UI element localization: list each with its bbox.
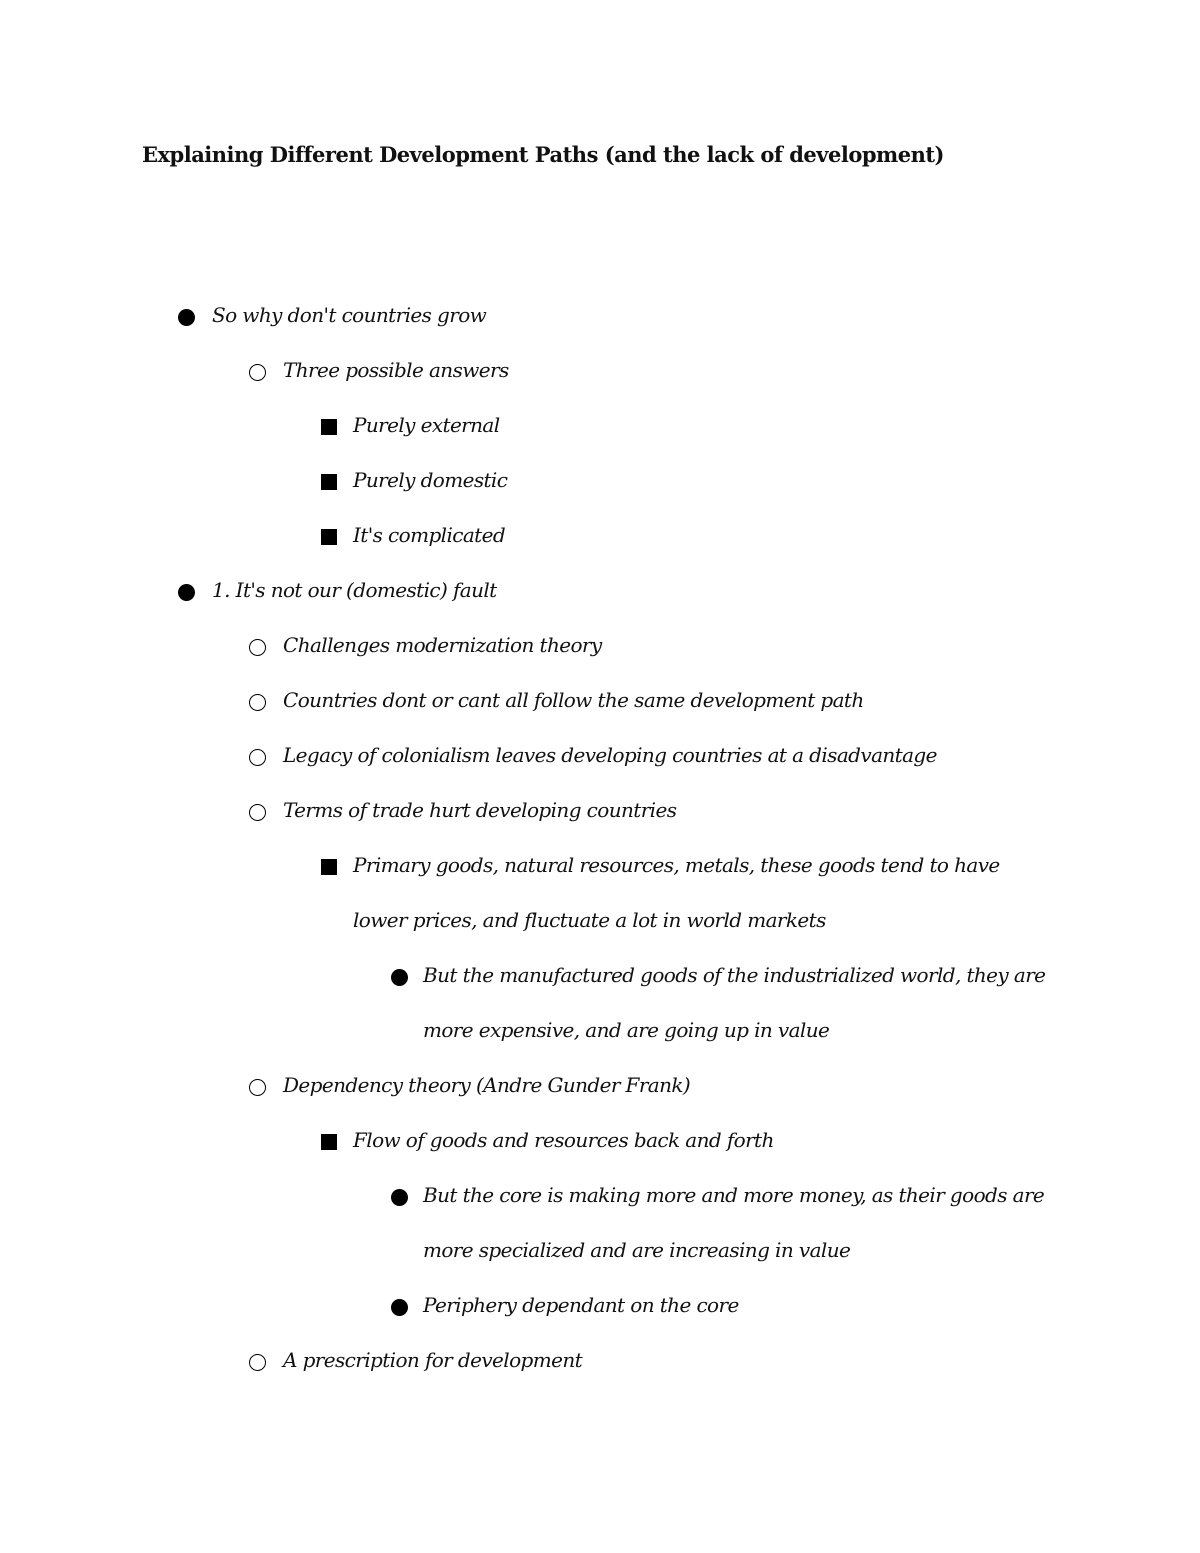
list-item-text: Primary goods, natural resources, metals, these goods tend to have: [353, 853, 1000, 877]
list-item: [283, 343, 509, 398]
list-item-text: lower prices, and fluctuate a lot in world markets: [353, 908, 826, 932]
list-item: [212, 563, 497, 618]
list-item-text: Purely external: [353, 413, 500, 437]
hollow-circle-bullet-icon: [249, 694, 266, 711]
filled-circle-bullet-icon: [391, 969, 408, 986]
filled-circle-bullet-icon: [178, 584, 195, 601]
hollow-circle-bullet-icon: [249, 804, 266, 821]
list-item-text: Purely domestic: [353, 468, 508, 492]
filled-square-bullet-icon: [321, 529, 337, 545]
document-title: Explaining Different Development Paths (and the lack of development): [142, 142, 944, 167]
hollow-circle-bullet-icon: [249, 364, 266, 381]
filled-square-bullet-icon: [321, 1134, 337, 1150]
list-item: [423, 1168, 1044, 1278]
list-item: [283, 618, 602, 673]
list-item-text: But the core is making more and more money, as their goods are: [423, 1183, 1045, 1207]
filled-square-bullet-icon: [321, 474, 337, 490]
list-item: [212, 288, 486, 343]
list-item-text: Dependency theory (Andre Gunder Frank): [283, 1073, 691, 1097]
list-item-text: Flow of goods and resources back and forth: [353, 1128, 774, 1152]
list-item-text: more expensive, and are going up in value: [423, 1018, 830, 1042]
list-item-text: Legacy of colonialism leaves developing countries at a disadvantage: [283, 743, 937, 767]
list-item: [353, 453, 507, 508]
list-item-text: It's complicated: [353, 523, 506, 547]
list-item-text: Terms of trade hurt developing countries: [283, 798, 677, 822]
list-item-text: Three possible answers: [283, 358, 509, 382]
list-item: [423, 1278, 739, 1333]
list-item-text: 1. It's not our (domestic) fault: [212, 578, 497, 602]
hollow-circle-bullet-icon: [249, 639, 266, 656]
filled-circle-bullet-icon: [178, 309, 195, 326]
list-item: [283, 673, 864, 728]
list-item-text: more specialized and are increasing in value: [423, 1238, 851, 1262]
list-item: [353, 838, 1000, 948]
list-item-text: Periphery dependant on the core: [423, 1293, 739, 1317]
list-item: [353, 398, 500, 453]
list-item: [353, 508, 505, 563]
list-item-text: A prescription for development: [283, 1348, 583, 1372]
list-item: [283, 783, 676, 838]
list-item: [423, 948, 1045, 1058]
list-item-text: Challenges modernization theory: [283, 633, 602, 657]
list-item-text: But the manufactured goods of the industrialized world, they are: [423, 963, 1046, 987]
filled-square-bullet-icon: [321, 859, 337, 875]
list-item: [283, 1333, 582, 1388]
hollow-circle-bullet-icon: [249, 749, 266, 766]
list-item-text: Countries dont or cant all follow the same development path: [283, 688, 864, 712]
list-item: [353, 1113, 774, 1168]
filled-circle-bullet-icon: [391, 1189, 408, 1206]
list-item-text: So why don't countries grow: [212, 303, 487, 327]
filled-circle-bullet-icon: [391, 1299, 408, 1316]
hollow-circle-bullet-icon: [249, 1354, 266, 1371]
filled-square-bullet-icon: [321, 419, 337, 435]
hollow-circle-bullet-icon: [249, 1079, 266, 1096]
list-item: [283, 728, 937, 783]
list-item: [283, 1058, 690, 1113]
